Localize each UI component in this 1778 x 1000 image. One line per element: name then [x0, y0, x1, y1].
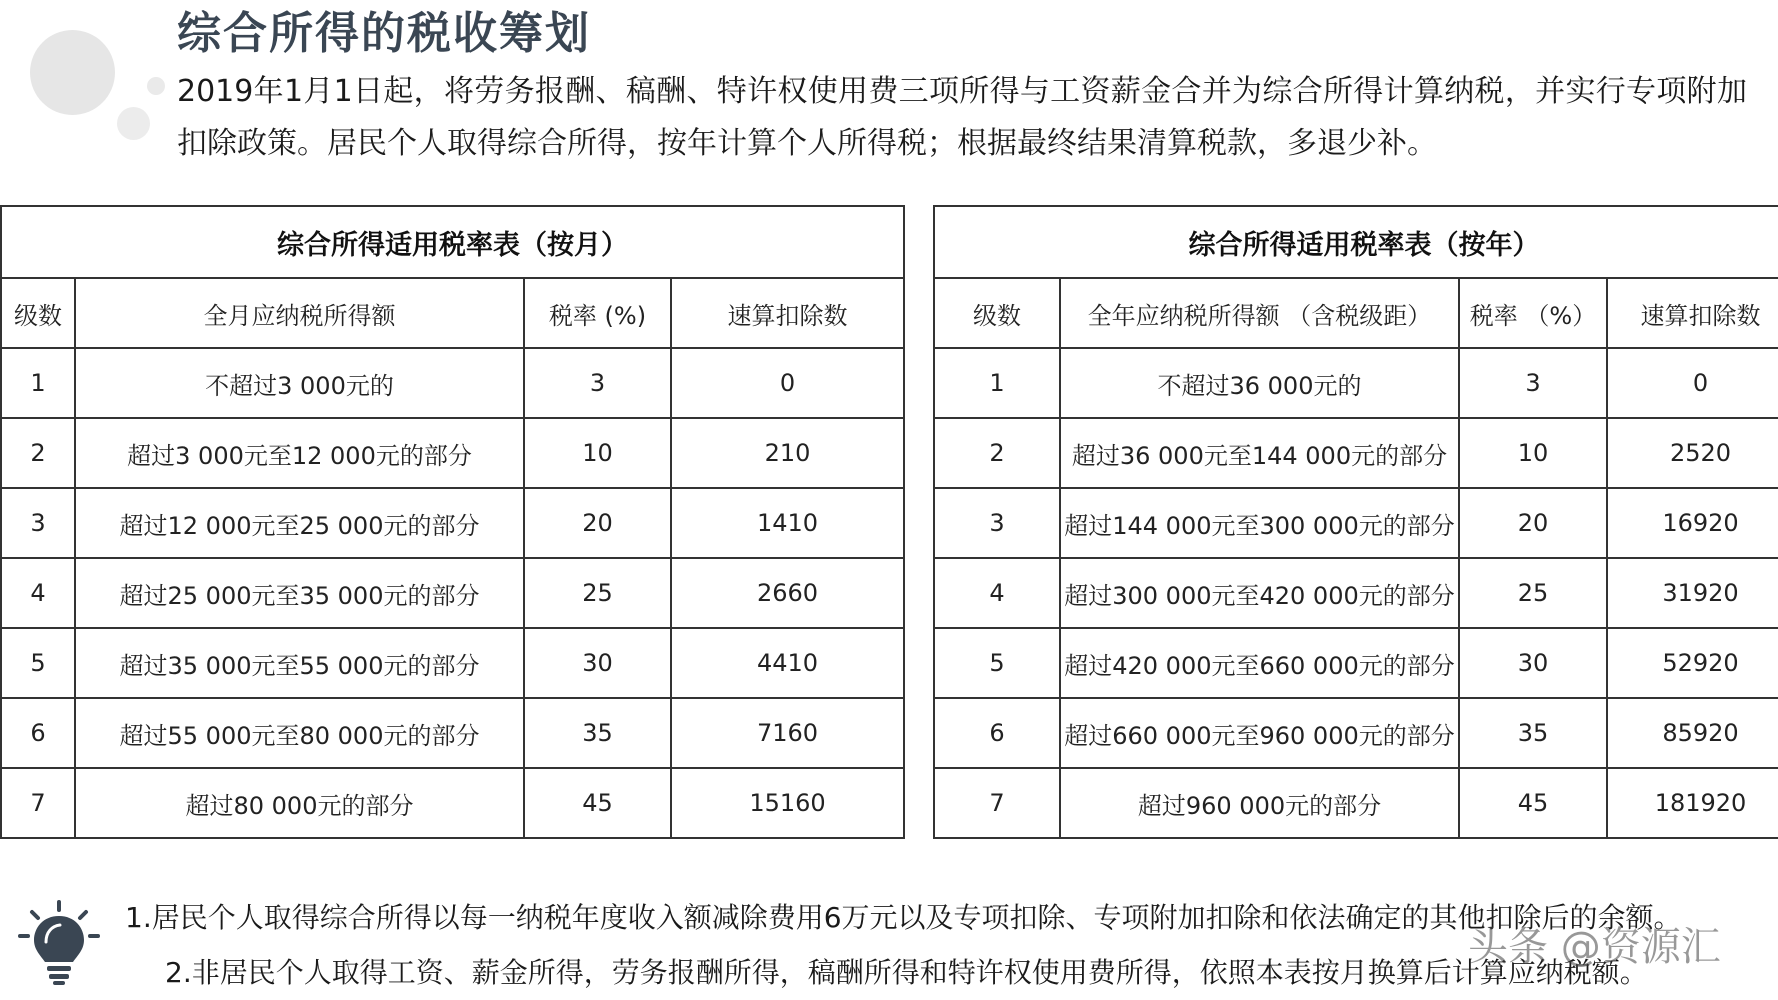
table-row: [1, 768, 904, 838]
monthly-header-row: [1, 278, 904, 348]
deduction-cell: 0: [1607, 348, 1778, 418]
rate-cell: 3: [524, 348, 671, 418]
level-cell: 3: [934, 488, 1060, 558]
table-row: [934, 418, 1778, 488]
table-row: [934, 628, 1778, 698]
header-rate: 税率 （%）: [1459, 278, 1607, 348]
table-row: [934, 698, 1778, 768]
deduction-cell: 1410: [671, 488, 904, 558]
intro-paragraph: 2019年1月1日起，将劳务报酬、稿酬、特许权使用费三项所得与工资薪金合并为综合所得计算纳税，并实行专项附加扣除政策。居民个人取得综合所得，按年计算个人所得税；根据最终结果清算税款，多退少补。: [177, 74, 1747, 161]
income-range-cell: 超过660 000元至960 000元的部分: [1060, 698, 1459, 768]
table-row: [934, 558, 1778, 628]
income-range-cell: 超过960 000元的部分: [1060, 768, 1459, 838]
rate-cell: 3: [1459, 348, 1607, 418]
rate-cell: 25: [1459, 558, 1607, 628]
level-cell: 2: [1, 418, 75, 488]
rate-cell: 45: [1459, 768, 1607, 838]
table-row: [934, 488, 1778, 558]
level-cell: 6: [934, 698, 1060, 768]
header-income: 全月应纳税所得额: [75, 278, 524, 348]
rate-cell: 10: [1459, 418, 1607, 488]
table-row: [1, 418, 904, 488]
level-cell: 2: [934, 418, 1060, 488]
decor-circle-large: [30, 30, 115, 115]
deduction-cell: 4410: [671, 628, 904, 698]
table-row: [1, 558, 904, 628]
rate-cell: 30: [1459, 628, 1607, 698]
rate-cell: 30: [524, 628, 671, 698]
rate-cell: 45: [524, 768, 671, 838]
income-range-cell: 超过420 000元至660 000元的部分: [1060, 628, 1459, 698]
table-row: [934, 768, 1778, 838]
income-range-cell: 超过36 000元至144 000元的部分: [1060, 418, 1459, 488]
income-range-cell: 超过55 000元至80 000元的部分: [75, 698, 524, 768]
level-cell: 4: [1, 558, 75, 628]
rate-cell: 35: [1459, 698, 1607, 768]
income-range-cell: 超过80 000元的部分: [75, 768, 524, 838]
monthly-table-caption: 综合所得适用税率表（按月）: [1, 206, 904, 278]
income-range-cell: 超过144 000元至300 000元的部分: [1060, 488, 1459, 558]
decor-circle-small: [147, 77, 165, 95]
header-level: 级数: [934, 278, 1060, 348]
watermark: 头条 @资源汇: [1468, 924, 1721, 970]
level-cell: 1: [1, 348, 75, 418]
rate-cell: 20: [1459, 488, 1607, 558]
level-cell: 5: [1, 628, 75, 698]
header-level: 级数: [1, 278, 75, 348]
table-row: [1, 348, 904, 418]
deduction-cell: 85920: [1607, 698, 1778, 768]
deduction-cell: 0: [671, 348, 904, 418]
level-cell: 5: [934, 628, 1060, 698]
income-range-cell: 超过300 000元至420 000元的部分: [1060, 558, 1459, 628]
level-cell: 7: [1, 768, 75, 838]
deduction-cell: 52920: [1607, 628, 1778, 698]
annual-table-caption: 综合所得适用税率表（按年）: [934, 206, 1778, 278]
deduction-cell: 2660: [671, 558, 904, 628]
level-cell: 1: [934, 348, 1060, 418]
page-title: 综合所得的税收筹划: [177, 8, 591, 59]
table-row: [1, 488, 904, 558]
income-range-cell: 不超过3 000元的: [75, 348, 524, 418]
deduction-cell: 15160: [671, 768, 904, 838]
deduction-cell: 210: [671, 418, 904, 488]
level-cell: 7: [934, 768, 1060, 838]
table-row: [1, 698, 904, 768]
header-rate: 税率 (%): [524, 278, 671, 348]
header-deduction: 速算扣除数: [671, 278, 904, 348]
level-cell: 3: [1, 488, 75, 558]
rate-cell: 35: [524, 698, 671, 768]
annual-tax-table: [933, 205, 1778, 839]
annual-header-row: [934, 278, 1778, 348]
monthly-tax-table: [0, 205, 905, 839]
table-row: [934, 348, 1778, 418]
income-range-cell: 不超过36 000元的: [1060, 348, 1459, 418]
income-range-cell: 超过25 000元至35 000元的部分: [75, 558, 524, 628]
header-deduction: 速算扣除数: [1607, 278, 1778, 348]
deduction-cell: 31920: [1607, 558, 1778, 628]
rate-cell: 20: [524, 488, 671, 558]
note-2: 2.非居民个人取得工资、薪金所得，劳务报酬所得，稿酬所得和特许权使用费所得，依照本表按月换算后计算应纳税额。: [165, 956, 1648, 989]
level-cell: 6: [1, 698, 75, 768]
level-cell: 4: [934, 558, 1060, 628]
income-range-cell: 超过3 000元至12 000元的部分: [75, 418, 524, 488]
deduction-cell: 2520: [1607, 418, 1778, 488]
deduction-cell: 181920: [1607, 768, 1778, 838]
rate-cell: 10: [524, 418, 671, 488]
income-range-cell: 超过12 000元至25 000元的部分: [75, 488, 524, 558]
income-range-cell: 超过35 000元至55 000元的部分: [75, 628, 524, 698]
decor-circle-medium: [117, 107, 150, 140]
lightbulb-icon: [14, 898, 104, 988]
header-income: 全年应纳税所得额 （含税级距）: [1060, 278, 1459, 348]
deduction-cell: 7160: [671, 698, 904, 768]
deduction-cell: 16920: [1607, 488, 1778, 558]
note-1: 1.居民个人取得综合所得以每一纳税年度收入额减除费用6万元以及专项扣除、专项附加扣除和依法确定的其他扣除后的余额。: [125, 901, 1682, 934]
table-row: [1, 628, 904, 698]
rate-cell: 25: [524, 558, 671, 628]
